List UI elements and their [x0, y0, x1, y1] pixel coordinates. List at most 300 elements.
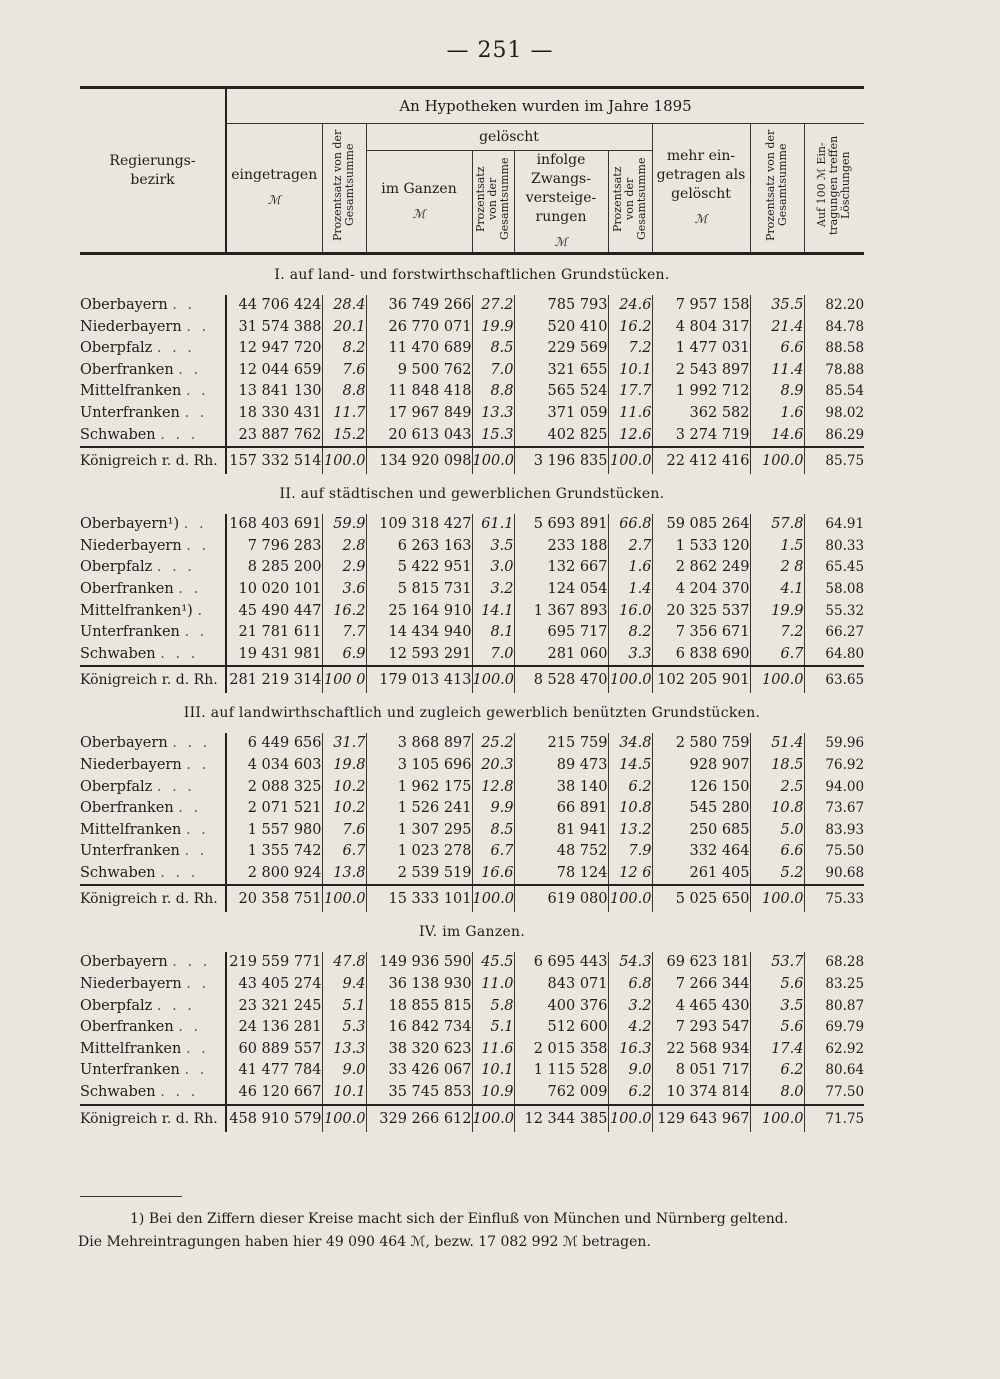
geloescht-ganzen: 1 962 175	[366, 777, 472, 799]
loeschungen-per-100: 64.80	[804, 644, 864, 667]
eingetragen: 157 332 514	[226, 447, 322, 474]
region-name	[80, 666, 226, 693]
region-label: Oberpfalz	[80, 778, 153, 795]
pct-eingetragen: 100.0	[322, 447, 366, 474]
geloescht-ganzen: 329 266 612	[366, 1105, 472, 1132]
pct-zwangsversteigerung: 14.5	[608, 755, 652, 777]
pct-zwangsversteigerung: 1.6	[608, 557, 652, 579]
region-name	[80, 1105, 226, 1132]
pct-geloescht: 27.2	[472, 295, 514, 317]
region-name	[80, 403, 226, 425]
region-name	[80, 820, 226, 842]
mehr-eingetragen: 102 205 901	[652, 666, 750, 693]
pct-zwangsversteigerung: 3.2	[608, 996, 652, 1018]
eingetragen: 23 887 762	[226, 425, 322, 448]
pct-zwangsversteigerung: 6.2	[608, 777, 652, 799]
zwangsversteigerung: 762 009	[514, 1082, 608, 1105]
pct-zwangsversteigerung: 10.1	[608, 360, 652, 382]
eingetragen: 12 947 720	[226, 338, 322, 360]
loeschungen-per-100: 73.67	[804, 798, 864, 820]
leader-dots: . .	[184, 404, 208, 421]
zwangsversteigerung: 89 473	[514, 755, 608, 777]
mehr-eingetragen: 4 804 317	[652, 317, 750, 339]
pct-geloescht: 10.9	[472, 1082, 514, 1105]
zwangsversteigerung: 695 717	[514, 622, 608, 644]
table-row	[80, 841, 864, 863]
geloescht-ganzen: 11 470 689	[366, 338, 472, 360]
pct-geloescht: 10.1	[472, 1060, 514, 1082]
mehr-eingetragen: 4 465 430	[652, 996, 750, 1018]
region-name	[80, 798, 226, 820]
geloescht-ganzen: 25 164 910	[366, 601, 472, 623]
section-title-row	[80, 912, 864, 952]
geloescht-ganzen: 16 842 734	[366, 1017, 472, 1039]
geloescht-ganzen: 18 855 815	[366, 996, 472, 1018]
pct-mehr: 5.2	[750, 863, 804, 886]
mehr-eingetragen: 6 838 690	[652, 644, 750, 667]
pct-mehr: 8.9	[750, 381, 804, 403]
geloescht-ganzen: 20 613 043	[366, 425, 472, 448]
table-row	[80, 622, 864, 644]
region-label: Schwaben	[80, 864, 156, 881]
loeschungen-per-100: 80.64	[804, 1060, 864, 1082]
pct-mehr: 14.6	[750, 425, 804, 448]
eingetragen: 31 574 388	[226, 317, 322, 339]
pct-mehr: 6.7	[750, 644, 804, 667]
total-row	[80, 666, 864, 693]
loeschungen-per-100: 59.96	[804, 733, 864, 755]
pct-mehr: 17.4	[750, 1039, 804, 1061]
geloescht-ganzen: 3 868 897	[366, 733, 472, 755]
loeschungen-per-100: 85.75	[804, 447, 864, 474]
region-label: Königreich r. d. Rh.	[80, 672, 218, 689]
zwangsversteigerung: 66 891	[514, 798, 608, 820]
loeschungen-per-100: 55.32	[804, 601, 864, 623]
region-label: Oberbayern	[80, 297, 168, 313]
region-name	[80, 381, 226, 403]
pct-mehr: 57.8	[750, 514, 804, 536]
zwangsversteigerung: 81 941	[514, 820, 608, 842]
region-label: Mittelfranken¹)	[80, 602, 193, 619]
pct-zwangsversteigerung: 6.2	[608, 1082, 652, 1105]
pct-geloescht: 11.0	[472, 974, 514, 996]
geloescht-ganzen: 35 745 853	[366, 1082, 472, 1105]
eingetragen: 13 841 130	[226, 381, 322, 403]
header-im-ganzen: im Ganzen ℳ	[366, 151, 472, 254]
pct-mehr: 21.4	[750, 317, 804, 339]
section-title: III. auf landwirthschaftlich und zugleich gewerblich benützten Grundstücken.	[183, 705, 761, 722]
eingetragen: 18 330 431	[226, 403, 322, 425]
leader-dots: . . .	[160, 1084, 199, 1101]
pct-eingetragen: 10.1	[322, 1082, 366, 1105]
region-name	[80, 952, 226, 974]
leader-dots: . .	[186, 318, 210, 335]
pct-zwangsversteigerung: 7.9	[608, 841, 652, 863]
pct-geloescht: 3.2	[472, 579, 514, 601]
table-row	[80, 536, 864, 558]
mehr-eingetragen: 20 325 537	[652, 601, 750, 623]
header-pct-2: Prozentsatz von der Gesamtsumme	[472, 151, 514, 254]
table-row	[80, 317, 864, 339]
pct-mehr: 4.1	[750, 579, 804, 601]
region-name	[80, 841, 226, 863]
pct-eingetragen: 8.2	[322, 338, 366, 360]
leader-dots: . .	[186, 756, 210, 773]
eingetragen: 168 403 691	[226, 514, 322, 536]
geloescht-ganzen: 12 593 291	[366, 644, 472, 667]
pct-mehr: 7.2	[750, 622, 804, 644]
leader-dots: . .	[185, 1040, 209, 1057]
pct-mehr: 19.9	[750, 601, 804, 623]
zwangsversteigerung: 2 015 358	[514, 1039, 608, 1061]
mehr-eingetragen: 7 957 158	[652, 295, 750, 317]
pct-mehr: 18.5	[750, 755, 804, 777]
geloescht-ganzen: 14 434 940	[366, 622, 472, 644]
table-row	[80, 1017, 864, 1039]
region-name	[80, 755, 226, 777]
pct-mehr: 11.4	[750, 360, 804, 382]
leader-dots: . .	[172, 297, 196, 313]
pct-geloescht: 8.5	[472, 820, 514, 842]
zwangsversteigerung: 1 115 528	[514, 1060, 608, 1082]
pct-geloescht: 3.5	[472, 536, 514, 558]
loeschungen-per-100: 90.68	[804, 863, 864, 886]
region-label: Oberbayern¹)	[80, 516, 180, 533]
region-name	[80, 447, 226, 474]
pct-eingetragen: 13.8	[322, 863, 366, 886]
region-label: Mittelfranken	[80, 383, 182, 400]
leader-dots: . .	[178, 800, 202, 817]
pct-mehr: 6.2	[750, 1060, 804, 1082]
leader-dots: . . .	[156, 559, 195, 576]
pct-eingetragen: 6.7	[322, 841, 366, 863]
region-label: Oberbayern	[80, 735, 168, 752]
mehr-eingetragen: 8 051 717	[652, 1060, 750, 1082]
geloescht-ganzen: 11 848 418	[366, 381, 472, 403]
pct-eingetragen: 5.3	[322, 1017, 366, 1039]
zwangsversteigerung: 402 825	[514, 425, 608, 448]
pct-zwangsversteigerung: 34.8	[608, 733, 652, 755]
pct-zwangsversteigerung: 100.0	[608, 666, 652, 693]
region-name	[80, 536, 226, 558]
mehr-eingetragen: 1 992 712	[652, 381, 750, 403]
leader-dots: . . .	[160, 426, 199, 443]
header-auf100: Auf 100 ℳ Ein-tragungen treffen Löschungen	[804, 124, 864, 254]
pct-zwangsversteigerung: 16.0	[608, 601, 652, 623]
footnote	[78, 1208, 868, 1254]
loeschungen-per-100: 58.08	[804, 579, 864, 601]
eingetragen: 12 044 659	[226, 360, 322, 382]
header-infolge: infolge Zwangs-versteige-rungen ℳ	[514, 151, 608, 254]
leader-dots: . .	[186, 976, 210, 993]
pct-mehr: 53.7	[750, 952, 804, 974]
geloescht-ganzen: 134 920 098	[366, 447, 472, 474]
zwangsversteigerung: 3 196 835	[514, 447, 608, 474]
leader-dots: . .	[178, 580, 202, 597]
region-name	[80, 514, 226, 536]
region-label: Unterfranken	[80, 404, 180, 421]
pct-eingetragen: 10.2	[322, 798, 366, 820]
table-row	[80, 601, 864, 623]
pct-zwangsversteigerung: 17.7	[608, 381, 652, 403]
pct-eingetragen: 16.2	[322, 601, 366, 623]
region-label: Unterfranken	[80, 1062, 180, 1079]
mehr-eingetragen: 7 293 547	[652, 1017, 750, 1039]
pct-geloescht: 11.6	[472, 1039, 514, 1061]
pct-zwangsversteigerung: 100.0	[608, 1105, 652, 1132]
pct-mehr: 51.4	[750, 733, 804, 755]
leader-dots: . . .	[156, 997, 195, 1014]
pct-eingetragen: 5.1	[322, 996, 366, 1018]
zwangsversteigerung: 5 693 891	[514, 514, 608, 536]
pct-geloescht: 3.0	[472, 557, 514, 579]
table-row	[80, 820, 864, 842]
table-row	[80, 425, 864, 448]
geloescht-ganzen: 33 426 067	[366, 1060, 472, 1082]
pct-zwangsversteigerung: 9.0	[608, 1060, 652, 1082]
zwangsversteigerung: 48 752	[514, 841, 608, 863]
region-label: Schwaben	[80, 645, 156, 662]
pct-eingetragen: 28.4	[322, 295, 366, 317]
zwangsversteigerung: 215 759	[514, 733, 608, 755]
zwangsversteigerung: 12 344 385	[514, 1105, 608, 1132]
region-label: Niederbayern	[80, 537, 182, 554]
pct-mehr: 2.5	[750, 777, 804, 799]
pct-geloescht: 8.5	[472, 338, 514, 360]
table-row	[80, 798, 864, 820]
eingetragen: 60 889 557	[226, 1039, 322, 1061]
hypothek-table-container	[80, 86, 864, 1132]
region-name	[80, 1039, 226, 1061]
region-name	[80, 644, 226, 667]
pct-eingetragen: 6.9	[322, 644, 366, 667]
pct-zwangsversteigerung: 16.2	[608, 317, 652, 339]
table-header	[80, 88, 864, 254]
loeschungen-per-100: 85.54	[804, 381, 864, 403]
mehr-eingetragen: 126 150	[652, 777, 750, 799]
pct-mehr: 100.0	[750, 885, 804, 912]
header-pct-1: Prozentsatz von der Gesamtsumme	[322, 124, 366, 254]
region-name	[80, 733, 226, 755]
table-row	[80, 514, 864, 536]
geloescht-ganzen: 3 105 696	[366, 755, 472, 777]
table-body	[80, 254, 864, 1132]
region-name	[80, 360, 226, 382]
table-row	[80, 1082, 864, 1105]
pct-eingetragen: 100 0	[322, 666, 366, 693]
loeschungen-per-100: 68.28	[804, 952, 864, 974]
footnote-line-1: 1) Bei den Ziffern dieser Kreise macht sich der Einfluß von München und Nürnberg geltend.	[130, 1211, 789, 1227]
eingetragen: 20 358 751	[226, 885, 322, 912]
pct-mehr: 5.0	[750, 820, 804, 842]
zwangsversteigerung: 38 140	[514, 777, 608, 799]
geloescht-ganzen: 36 138 930	[366, 974, 472, 996]
pct-geloescht: 5.1	[472, 1017, 514, 1039]
pct-eingetragen: 9.4	[322, 974, 366, 996]
eingetragen: 2 800 924	[226, 863, 322, 886]
footnote-line-2: Die Mehreintragungen haben hier 49 090 464 ℳ, bezw. 17 082 992 ℳ betragen.	[78, 1234, 651, 1250]
region-name	[80, 996, 226, 1018]
pct-geloescht: 61.1	[472, 514, 514, 536]
pct-mehr: 5.6	[750, 1017, 804, 1039]
zwangsversteigerung: 1 367 893	[514, 601, 608, 623]
pct-eingetragen: 13.3	[322, 1039, 366, 1061]
geloescht-ganzen: 5 815 731	[366, 579, 472, 601]
mehr-eingetragen: 22 412 416	[652, 447, 750, 474]
pct-geloescht: 6.7	[472, 841, 514, 863]
pct-zwangsversteigerung: 10.8	[608, 798, 652, 820]
header-mark-4: ℳ	[694, 212, 708, 226]
pct-eingetragen: 7.6	[322, 820, 366, 842]
pct-eingetragen: 31.7	[322, 733, 366, 755]
loeschungen-per-100: 69.79	[804, 1017, 864, 1039]
loeschungen-per-100: 78.88	[804, 360, 864, 382]
loeschungen-per-100: 83.25	[804, 974, 864, 996]
region-label: Königreich r. d. Rh.	[80, 891, 218, 908]
pct-mehr: 6.6	[750, 841, 804, 863]
table-row	[80, 579, 864, 601]
section-title: IV. im Ganzen.	[418, 924, 526, 941]
region-label: Unterfranken	[80, 624, 180, 641]
pct-eingetragen: 9.0	[322, 1060, 366, 1082]
eingetragen: 8 285 200	[226, 557, 322, 579]
geloescht-ganzen: 109 318 427	[366, 514, 472, 536]
page-number: — 251 —	[446, 38, 554, 63]
loeschungen-per-100: 88.58	[804, 338, 864, 360]
table-row	[80, 1039, 864, 1061]
region-label: Mittelfranken	[80, 821, 182, 838]
pct-zwangsversteigerung: 12.6	[608, 425, 652, 448]
region-label: Königreich r. d. Rh.	[80, 1110, 218, 1127]
leader-dots: . . .	[160, 645, 199, 662]
table-row	[80, 777, 864, 799]
region-name	[80, 295, 226, 317]
pct-zwangsversteigerung: 54.3	[608, 952, 652, 974]
geloescht-ganzen: 149 936 590	[366, 952, 472, 974]
pct-mehr: 8.0	[750, 1082, 804, 1105]
pct-geloescht: 19.9	[472, 317, 514, 339]
loeschungen-per-100: 65.45	[804, 557, 864, 579]
mehr-eingetragen: 2 580 759	[652, 733, 750, 755]
loeschungen-per-100: 84.78	[804, 317, 864, 339]
pct-geloescht: 13.3	[472, 403, 514, 425]
pct-mehr: 5.6	[750, 974, 804, 996]
footnote-rule	[80, 1196, 182, 1197]
geloescht-ganzen: 15 333 101	[366, 885, 472, 912]
geloescht-ganzen: 38 320 623	[366, 1039, 472, 1061]
zwangsversteigerung: 321 655	[514, 360, 608, 382]
header-pct-4: Prozentsatz von der Gesamtsumme	[750, 124, 804, 254]
pct-geloescht: 8.8	[472, 381, 514, 403]
pct-eingetragen: 8.8	[322, 381, 366, 403]
geloescht-ganzen: 26 770 071	[366, 317, 472, 339]
table-row	[80, 733, 864, 755]
loeschungen-per-100: 63.65	[804, 666, 864, 693]
mehr-eingetragen: 69 623 181	[652, 952, 750, 974]
pct-zwangsversteigerung: 16.3	[608, 1039, 652, 1061]
section-title-row	[80, 474, 864, 514]
region-label: Schwaben	[80, 1084, 156, 1101]
leader-dots: . .	[184, 1062, 208, 1079]
loeschungen-per-100: 62.92	[804, 1039, 864, 1061]
zwangsversteigerung: 400 376	[514, 996, 608, 1018]
header-title: An Hypotheken wurden im Jahre 1895	[226, 88, 864, 124]
leader-dots: . . .	[160, 864, 199, 881]
leader-dots: . .	[183, 516, 207, 533]
pct-zwangsversteigerung: 11.6	[608, 403, 652, 425]
section-title-row	[80, 254, 864, 296]
leader-dots: . .	[178, 361, 202, 378]
mehr-eingetragen: 2 862 249	[652, 557, 750, 579]
region-label: Oberpfalz	[80, 997, 153, 1014]
pct-mehr: 1.6	[750, 403, 804, 425]
geloescht-ganzen: 17 967 849	[366, 403, 472, 425]
pct-mehr: 100.0	[750, 666, 804, 693]
zwangsversteigerung: 520 410	[514, 317, 608, 339]
table-row	[80, 381, 864, 403]
loeschungen-per-100: 64.91	[804, 514, 864, 536]
table-row	[80, 1060, 864, 1082]
region-label: Unterfranken	[80, 843, 180, 860]
mehr-eingetragen: 261 405	[652, 863, 750, 886]
pct-zwangsversteigerung: 66.8	[608, 514, 652, 536]
zwangsversteigerung: 132 667	[514, 557, 608, 579]
pct-eingetragen: 7.7	[322, 622, 366, 644]
pct-mehr: 100.0	[750, 447, 804, 474]
region-label: Oberpfalz	[80, 340, 153, 357]
zwangsversteigerung: 233 188	[514, 536, 608, 558]
eingetragen: 1 557 980	[226, 820, 322, 842]
eingetragen: 2 088 325	[226, 777, 322, 799]
zwangsversteigerung: 785 793	[514, 295, 608, 317]
pct-zwangsversteigerung: 24.6	[608, 295, 652, 317]
region-label: Mittelfranken	[80, 1040, 182, 1057]
region-name	[80, 1082, 226, 1105]
region-name	[80, 425, 226, 448]
leader-dots: . . .	[156, 340, 195, 357]
mehr-eingetragen: 59 085 264	[652, 514, 750, 536]
pct-eingetragen: 100.0	[322, 1105, 366, 1132]
eingetragen: 281 219 314	[226, 666, 322, 693]
region-name	[80, 338, 226, 360]
pct-zwangsversteigerung: 12 6	[608, 863, 652, 886]
pct-eingetragen: 15.2	[322, 425, 366, 448]
mehr-eingetragen: 3 274 719	[652, 425, 750, 448]
pct-geloescht: 20.3	[472, 755, 514, 777]
eingetragen: 6 449 656	[226, 733, 322, 755]
mehr-eingetragen: 1 477 031	[652, 338, 750, 360]
pct-eingetragen: 11.7	[322, 403, 366, 425]
leader-dots: . .	[178, 1019, 202, 1036]
pct-eingetragen: 10.2	[322, 777, 366, 799]
loeschungen-per-100: 80.33	[804, 536, 864, 558]
mehr-eingetragen: 250 685	[652, 820, 750, 842]
geloescht-ganzen: 2 539 519	[366, 863, 472, 886]
loeschungen-per-100: 98.02	[804, 403, 864, 425]
region-name	[80, 579, 226, 601]
mehr-eingetragen: 545 280	[652, 798, 750, 820]
leader-dots: . .	[184, 624, 208, 641]
pct-eingetragen: 47.8	[322, 952, 366, 974]
region-label: Oberfranken	[80, 800, 174, 817]
region-name	[80, 1060, 226, 1082]
table-row	[80, 557, 864, 579]
pct-zwangsversteigerung: 3.3	[608, 644, 652, 667]
geloescht-ganzen: 179 013 413	[366, 666, 472, 693]
pct-zwangsversteigerung: 8.2	[608, 622, 652, 644]
leader-dots: . . .	[172, 954, 211, 971]
region-name	[80, 317, 226, 339]
